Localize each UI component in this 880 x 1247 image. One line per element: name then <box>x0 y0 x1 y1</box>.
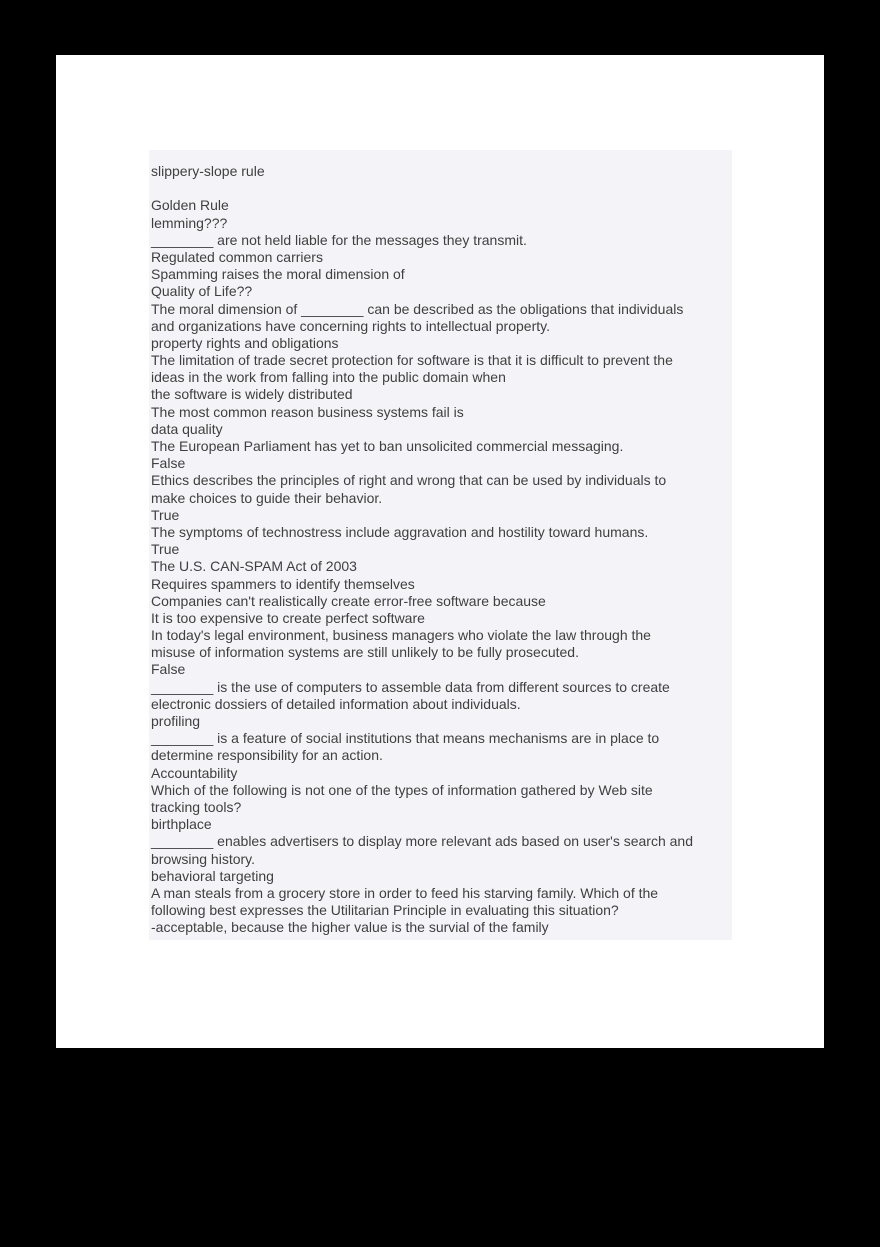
text-line: and organizations have concerning rights to intellectual property. <box>151 317 550 334</box>
text-line: In today's legal environment, business managers who violate the law through the <box>151 627 651 644</box>
text-line: browsing history. <box>151 850 256 867</box>
text-line: A man steals from a grocery store in order to feed his starving family. Which of the <box>151 884 659 901</box>
text-line: Regulated common carriers <box>151 248 323 265</box>
text-line: behavioral targeting <box>151 867 274 884</box>
text-line: The U.S. CAN-SPAM Act of 2003 <box>151 558 357 575</box>
document-page <box>56 55 824 1048</box>
text-line: -acceptable, because the higher value is the survial of the family <box>151 919 549 936</box>
text-line: tracking tools? <box>151 798 242 815</box>
text-line: ________ enables advertisers to display more relevant ads based on user's search and <box>151 833 694 850</box>
text-line: It is too expensive to create perfect software <box>151 609 425 626</box>
text-line: the software is widely distributed <box>151 386 353 403</box>
text-line: Companies can't realistically create error-free software because <box>151 592 546 609</box>
text-line: ideas in the work from falling into the public domain when <box>151 369 506 386</box>
text-line: ________ is a feature of social institutions that means mechanisms are in place to <box>151 730 660 747</box>
text-line: determine responsibility for an action. <box>151 747 383 764</box>
text-line: The most common reason business systems fail is <box>151 403 464 420</box>
text-line: Requires spammers to identify themselves <box>151 575 415 592</box>
text-line: The European Parliament has yet to ban unsolicited commercial messaging. <box>151 438 624 454</box>
text-line: The symptoms of technostress include aggravation and hostility toward humans. <box>151 523 649 540</box>
text-line: electronic dossiers of detailed information about individuals. <box>151 695 521 712</box>
text-line: True <box>151 541 180 558</box>
text-line: False <box>151 455 186 472</box>
text-line: Accountability <box>151 764 238 781</box>
text-line: Which of the following is not one of the types of information gathered by Web site <box>151 781 653 798</box>
text-line: Quality of Life?? <box>151 283 253 300</box>
text-line: make choices to guide their behavior. <box>151 489 383 506</box>
text-line <box>151 180 730 197</box>
text-line: birthplace <box>151 816 212 833</box>
text-line: The limitation of trade secret protection for software is that it is difficult to prevent the <box>151 352 673 369</box>
text-line: data quality <box>151 420 223 437</box>
text-line: True <box>151 506 180 523</box>
text-line: lemming??? <box>151 214 228 231</box>
text-line: ________ is the use of computers to assemble data from different sources to create <box>151 678 670 695</box>
text-line: The moral dimension of ________ can be described as the obligations that individuals <box>151 300 684 317</box>
text-line: misuse of information systems are still unlikely to be fully prosecuted. <box>151 644 579 661</box>
text-line: property rights and obligations <box>151 334 339 351</box>
text-line: Spamming raises the moral dimension of <box>151 266 405 283</box>
text-line: False <box>151 661 186 678</box>
text-line: following best expresses the Utilitarian Principle in evaluating this situation? <box>151 902 619 919</box>
text-line: slippery-slope rule <box>151 163 265 179</box>
content-panel <box>149 150 732 940</box>
text-line: ________ are not held liable for the messages they transmit. <box>151 231 527 248</box>
text-line: Golden Rule <box>151 197 229 214</box>
text-line: Ethics describes the principles of right and wrong that can be used by individuals to <box>151 472 667 489</box>
text-line: profiling <box>151 713 201 729</box>
